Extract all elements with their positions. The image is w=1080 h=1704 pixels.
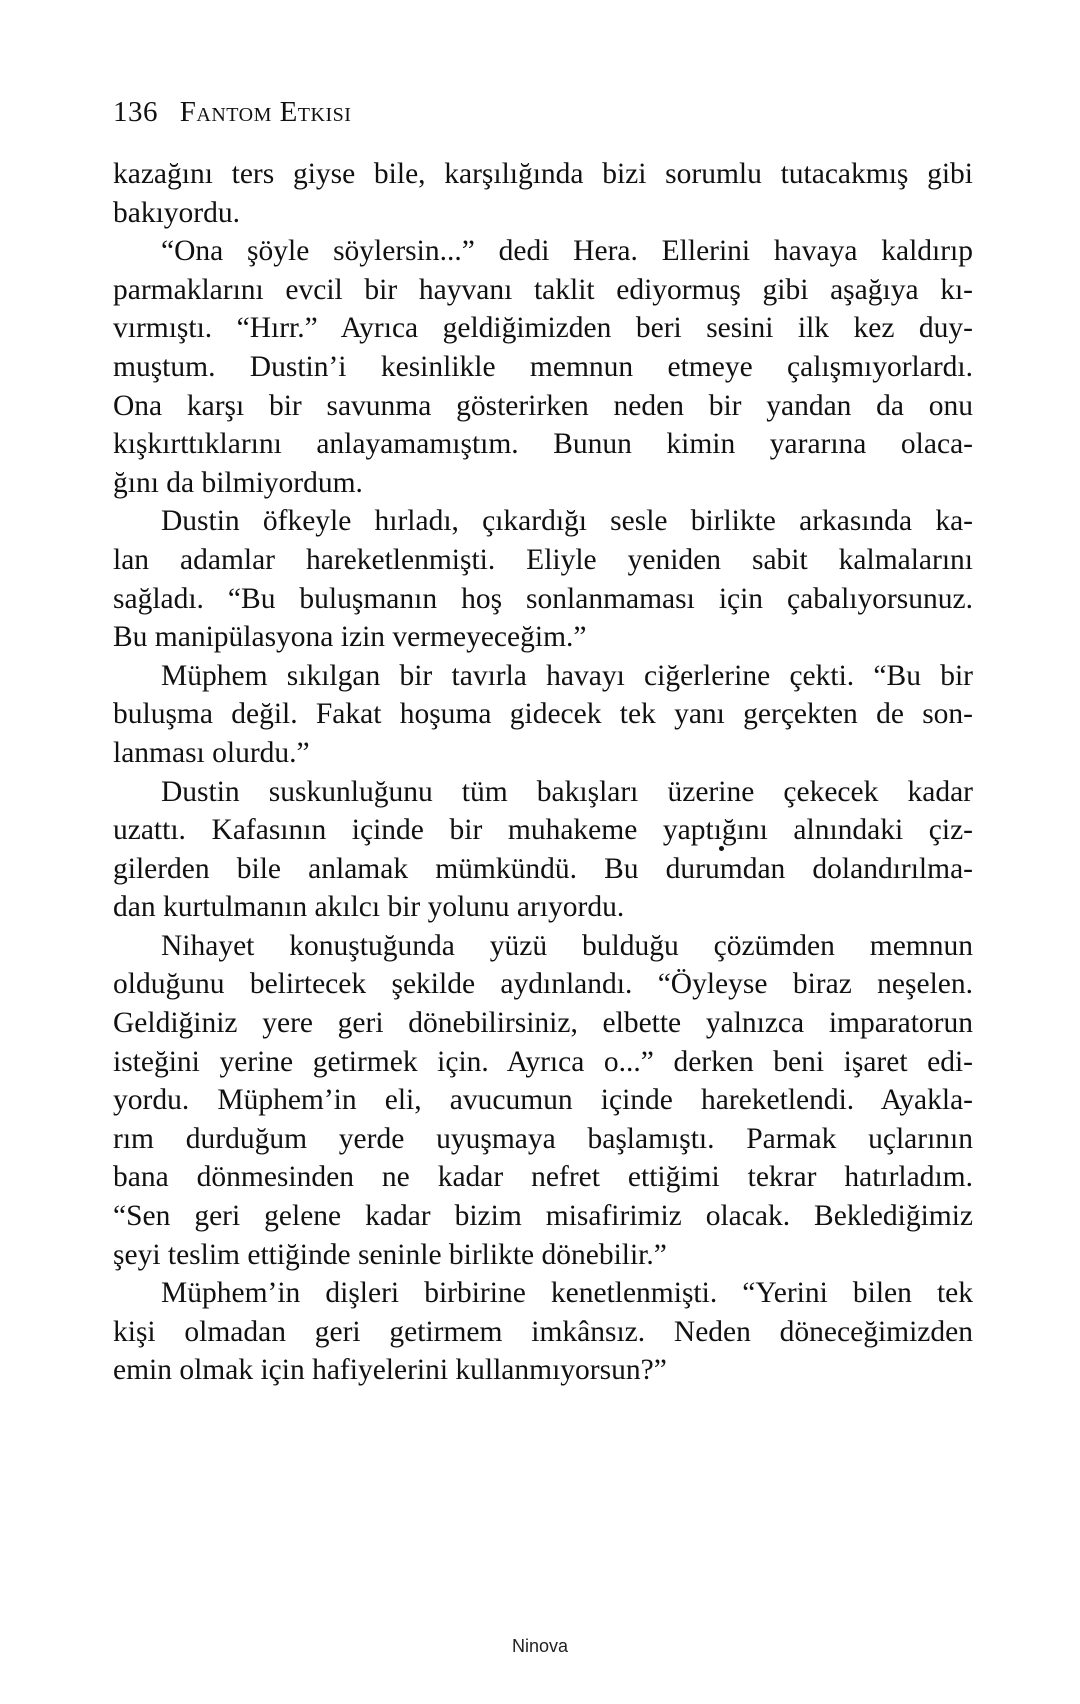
text-line: “Ona şöyle söylersin...” dedi Hera. Ellerini havaya kaldırıp xyxy=(161,235,973,268)
text-line: Ona karşı bir savunma gösterirken neden bir yandan da onu xyxy=(113,389,973,422)
text-line: vırmıştı. “Hırr.” Ayrıca geldiğimizden beri sesini ilk kez duy- xyxy=(113,312,973,345)
text-line: ğını da bilmiyordum. xyxy=(113,466,363,499)
page-number: 136 xyxy=(113,96,158,128)
text-line: şeyi teslim ettiğinde seninle birlikte dönebilir.” xyxy=(113,1238,667,1271)
text-line: yordu. Müphem’in eli, avucumun içinde hareketlendi. Ayakla- xyxy=(113,1084,973,1117)
running-head xyxy=(113,96,351,129)
text-line: uzattı. Kafasının içinde bir muhakeme yaptığını alnındaki çiz- xyxy=(113,814,973,847)
text-line: “Sen geri gelene kadar bizim misafirimiz olacak. Beklediğimiz xyxy=(113,1200,973,1233)
text-line: gilerden bile anlamak mümkündü. Bu durumdan dolandırılma- xyxy=(113,852,973,885)
text-line: lanması olurdu.” xyxy=(113,736,310,769)
text-line: Dustin öfkeyle hırladı, çıkardığı sesle birlikte arkasında ka- xyxy=(161,505,973,538)
text-line: rım durduğum yerde uyuşmaya başlamıştı. Parmak uçlarının xyxy=(113,1122,973,1155)
text-line: olduğunu belirtecek şekilde aydınlandı. “Öyleyse biraz neşelen. xyxy=(113,968,973,1001)
text-line: dan kurtulmanın akılcı bir yolunu arıyordu. xyxy=(113,891,625,924)
text-line: emin olmak için hafiyelerini kullanmıyorsun?” xyxy=(113,1354,667,1387)
text-line: muştum. Dustin’i kesinlikle memnun etmeye çalışmıyorlardı. xyxy=(113,350,973,383)
body-text xyxy=(113,155,973,1390)
text-line: kazağını ters giyse bile, karşılığında bizi sorumlu tutacakmış gibi xyxy=(113,158,973,190)
text-line: sağladı. “Bu buluşmanın hoş sonlanmaması için çabalıyorsunuz. xyxy=(113,582,973,615)
text-line: parmaklarını evcil bir hayvanı taklit ediyormuş gibi aşağıya kı- xyxy=(113,273,973,306)
text-line: Dustin suskunluğunu tüm bakışları üzerine çekecek kadar xyxy=(161,775,973,808)
text-line: Bu manipülasyona izin vermeyeceğim.” xyxy=(113,621,587,654)
text-line: Geldiğiniz yere geri dönebilirsiniz, elbette yalnızca imparatorun xyxy=(113,1007,973,1040)
text-line: Müphem’in dişleri birbirine kenetlenmişti. “Yerini bilen tek xyxy=(161,1277,973,1310)
text-line: bakıyordu. xyxy=(113,196,240,229)
book-title: Fantom Etkisi xyxy=(179,96,352,128)
publisher-watermark: Ninova xyxy=(511,1636,569,1656)
text-line: lan adamlar hareketlenmişti. Eliyle yeniden sabit kalmalarını xyxy=(113,543,973,576)
text-line: bana dönmesinden ne kadar nefret ettiğimi tekrar hatırladım. xyxy=(113,1161,973,1194)
text-line: isteğini yerine getirmek için. Ayrıca o...” derken beni işaret edi- xyxy=(113,1045,973,1078)
text-line: Nihayet konuştuğunda yüzü bulduğu çözümden memnun xyxy=(161,929,973,962)
scan-speck xyxy=(719,846,724,851)
text-line: buluşma değil. Fakat hoşuma gidecek tek yanı gerçekten de son- xyxy=(113,698,973,731)
text-line: Müphem sıkılgan bir tavırla havayı ciğerlerine çekti. “Bu bir xyxy=(161,659,973,692)
text-line: kişi olmadan geri getirmem imkânsız. Neden döneceğimizden xyxy=(113,1315,973,1348)
text-line: kışkırttıklarını anlayamamıştım. Bunun kimin yararına olaca- xyxy=(113,428,973,461)
